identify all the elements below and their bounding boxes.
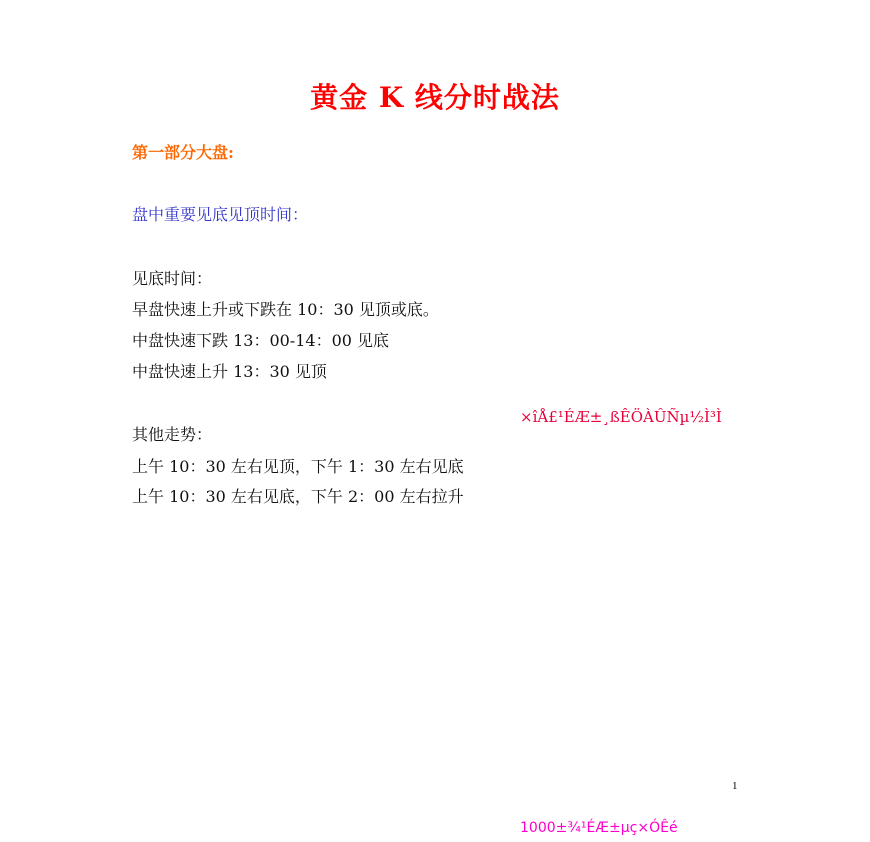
watermark-top: ×îÅ£¹ÉÆ±¸ßÊÖÀÛÑµ½Ì³Ì [520, 408, 722, 426]
section-heading: 第一部分大盘: [132, 143, 234, 162]
bottom-time-line-3: 中盘快速上升 13：30 见顶 [132, 362, 327, 381]
page-number: 1 [732, 780, 738, 792]
other-trend-line-1: 上午 10：30 左右见顶，下午 1：30 左右见底 [132, 457, 464, 476]
subheading: 盘中重要见底见顶时间： [132, 205, 309, 224]
bottom-time-heading: 见底时间： [132, 269, 213, 288]
bottom-time-line-2: 中盘快速下跌 13：00-14：00 见底 [132, 331, 390, 350]
bottom-time-line-1: 早盘快速上升或下跌在 10：30 见顶或底。 [132, 300, 439, 319]
watermark-bottom: 1000±¾¹ÉÆ±µç×ÓÊé [520, 820, 678, 836]
other-trend-line-2: 上午 10：30 左右见底，下午 2：00 左右拉升 [132, 487, 464, 506]
other-trend-heading: 其他走势： [132, 425, 213, 444]
document-title: 黄金 K 线分时战法 [310, 81, 560, 114]
